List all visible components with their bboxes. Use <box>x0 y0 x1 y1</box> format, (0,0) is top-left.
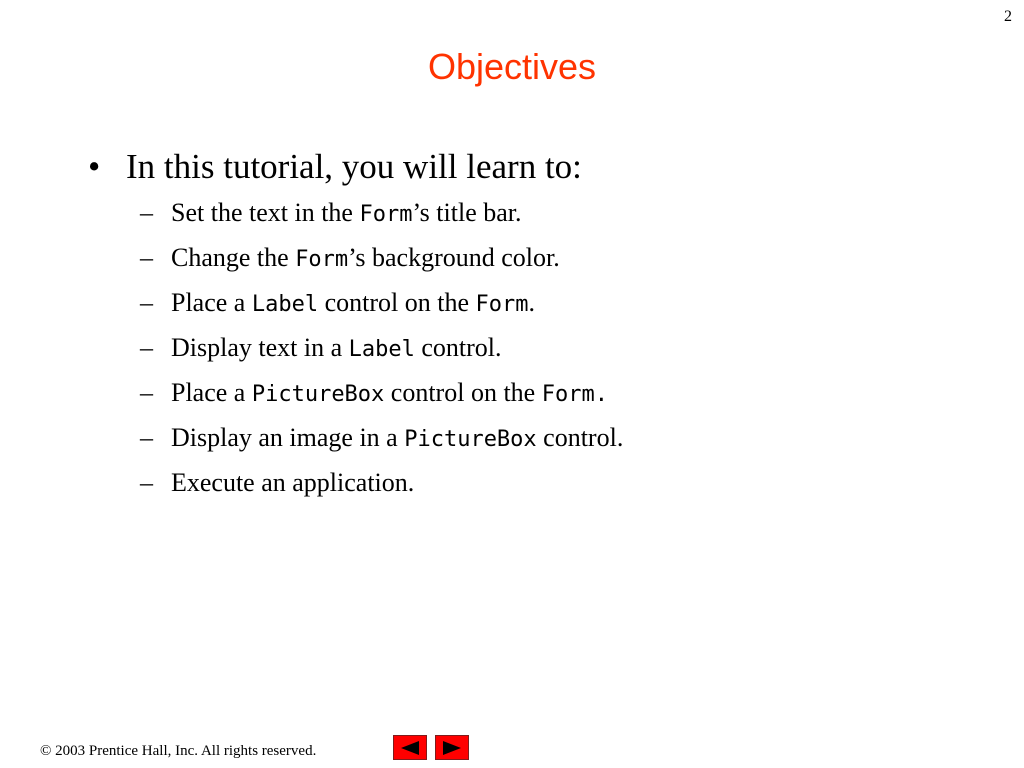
previous-slide-button[interactable] <box>393 735 427 760</box>
text-segment: control on the <box>318 288 476 317</box>
objective-text <box>171 423 623 453</box>
dash-marker: – <box>140 378 153 407</box>
text-segment: control. <box>536 423 624 452</box>
objective-text <box>171 468 414 498</box>
objective-item <box>140 423 623 468</box>
next-slide-button[interactable] <box>435 735 469 760</box>
copyright-notice: © 2003 Prentice Hall, Inc. All rights reserved. <box>40 743 317 759</box>
code-term: Label <box>348 337 415 362</box>
code-term: Form <box>359 202 413 227</box>
objective-item <box>140 333 623 378</box>
objective-item <box>140 378 623 423</box>
objective-item <box>140 198 623 243</box>
objective-text <box>171 333 502 363</box>
text-segment: Set the text in the <box>171 198 360 227</box>
text-segment: Place a <box>171 378 252 407</box>
code-term: Form <box>475 292 529 317</box>
dash-marker: – <box>140 423 153 452</box>
dash-marker: – <box>140 198 153 227</box>
main-bullet <box>88 147 582 187</box>
text-segment: Change the <box>171 243 296 272</box>
slide-title: Objectives <box>427 46 597 87</box>
objective-text <box>171 198 522 228</box>
objective-text <box>171 378 608 408</box>
text-segment: ’s background color. <box>348 243 560 272</box>
bullet-marker: • <box>88 147 101 186</box>
dash-marker: – <box>140 243 153 272</box>
objective-text <box>171 243 560 273</box>
text-segment: ’s title bar. <box>412 198 522 227</box>
objectives-list <box>140 198 623 513</box>
dash-marker: – <box>140 333 153 362</box>
code-term: Label <box>251 292 319 317</box>
dash-marker: – <box>140 288 153 317</box>
text-segment: Display an image in a <box>171 423 405 452</box>
text-segment: Display text in a <box>171 333 349 362</box>
text-segment: Execute an application. <box>171 468 415 497</box>
left-triangle-icon <box>399 740 421 756</box>
right-triangle-icon <box>441 740 463 756</box>
objective-item <box>140 468 623 513</box>
code-term: Form <box>295 247 349 272</box>
code-term: PictureBox <box>251 382 385 407</box>
dash-marker: – <box>140 468 153 497</box>
text-segment: Place a <box>171 288 252 317</box>
objective-item <box>140 288 623 333</box>
code-term: PictureBox <box>404 427 537 452</box>
text-segment: control. <box>414 333 502 362</box>
text-segment: . <box>528 288 535 317</box>
objective-text <box>171 288 535 318</box>
main-bullet-text: In this tutorial, you will learn to: <box>126 147 582 186</box>
objective-item <box>140 243 623 288</box>
page-number: 2 <box>1004 8 1012 25</box>
code-term: Form. <box>541 382 608 407</box>
text-segment: control on the <box>384 378 542 407</box>
